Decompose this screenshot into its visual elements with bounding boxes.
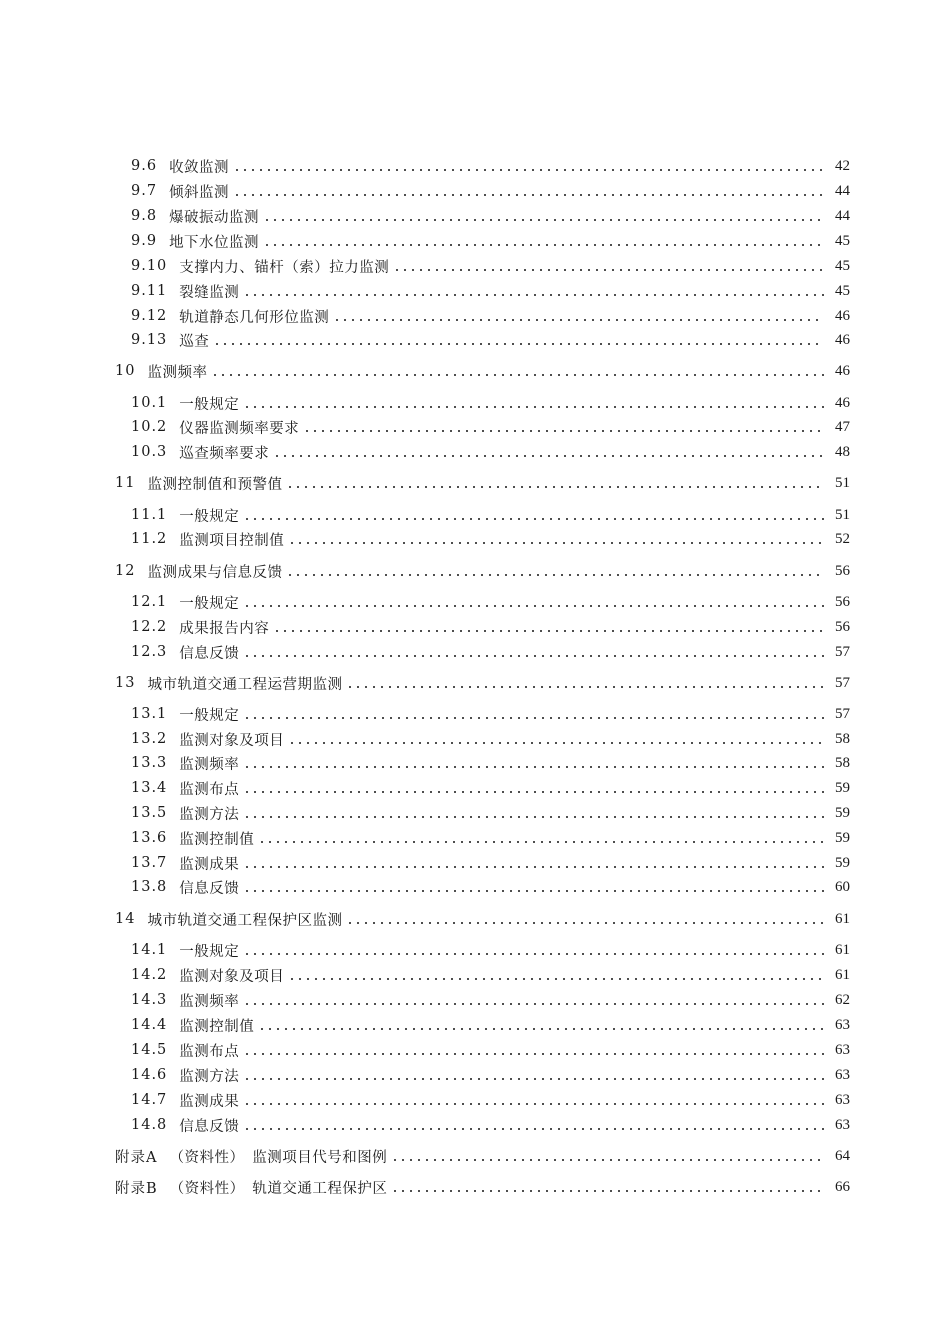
- toc-entry-page: 63: [835, 1041, 850, 1058]
- toc-entry-title: 支撑内力、锚杆（索）拉力监测: [179, 259, 390, 276]
- toc-entry-title: 一般规定: [179, 707, 240, 724]
- toc-entry-title: 一般规定: [179, 508, 240, 525]
- dot-leader: [286, 486, 824, 488]
- dot-leader: [243, 655, 824, 657]
- dot-leader: [243, 518, 824, 520]
- toc-entry-title: 监测频率: [147, 364, 208, 381]
- toc-entry-title: 巡查频率要求: [179, 445, 270, 462]
- toc-entry[interactable]: [115, 1176, 850, 1198]
- toc-entry[interactable]: [131, 802, 850, 824]
- toc-entry-page: 63: [835, 1091, 850, 1108]
- toc-entry-title: 监测对象及项目: [179, 732, 285, 749]
- toc-entry-page: 64: [835, 1147, 850, 1164]
- toc-entry-number: 13.3: [131, 755, 168, 771]
- toc-entry-page: 62: [835, 991, 850, 1008]
- toc-entry[interactable]: [131, 1039, 850, 1061]
- dot-leader: [391, 1159, 824, 1161]
- toc-entry-page: 44: [835, 207, 850, 224]
- toc-entry-page: 46: [835, 394, 850, 411]
- toc-entry-title: 信息反馈: [179, 645, 240, 662]
- toc-entry[interactable]: [115, 472, 850, 494]
- dot-leader: [243, 953, 824, 955]
- toc-entry-page: 59: [835, 779, 850, 796]
- toc-entry-page: 46: [835, 331, 850, 348]
- toc-entry-number: 9.10: [131, 258, 168, 274]
- toc-entry-page: 45: [835, 232, 850, 249]
- toc-entry-page: 61: [835, 966, 850, 983]
- dot-leader: [243, 1003, 824, 1005]
- dot-leader: [391, 1190, 824, 1192]
- toc-entry[interactable]: [131, 504, 850, 526]
- toc-entry-title: 监测频率: [179, 993, 240, 1010]
- toc-entry-page: 57: [835, 705, 850, 722]
- toc-entry-number: 13.6: [131, 830, 168, 846]
- toc-entry-number: 13.4: [131, 780, 168, 796]
- toc-entry-number: 13: [115, 675, 136, 691]
- dot-leader: [333, 319, 824, 321]
- toc-entry-number: 9.12: [131, 308, 168, 324]
- toc-entry-number: 9.7: [131, 183, 158, 199]
- toc-entry-number: 13.5: [131, 805, 168, 821]
- toc-entry-number: 附录A: [115, 1149, 158, 1166]
- toc-entry-page: 56: [835, 618, 850, 635]
- toc-entry-page: 63: [835, 1116, 850, 1133]
- toc-entry-title: 收敛监测: [169, 159, 230, 176]
- dot-leader: [288, 542, 824, 544]
- dot-leader: [243, 406, 824, 408]
- toc-entry-number: 14.4: [131, 1017, 168, 1033]
- toc-entry-number: 9.9: [131, 233, 158, 249]
- dot-leader: [243, 766, 824, 768]
- toc-entry-page: 44: [835, 182, 850, 199]
- toc-entry-page: 47: [835, 418, 850, 435]
- toc-entry-title: 倾斜监测: [169, 184, 230, 201]
- toc-entry-number: 10.1: [131, 395, 168, 411]
- toc-entry[interactable]: [131, 1114, 850, 1136]
- toc-entry[interactable]: [115, 1145, 850, 1167]
- dot-leader: [286, 574, 824, 576]
- toc-entry-page: 59: [835, 854, 850, 871]
- toc-entry-number: 10.2: [131, 419, 168, 435]
- toc-entry[interactable]: [131, 852, 850, 874]
- toc-entry-number: 12.1: [131, 594, 168, 610]
- toc-entry-title: 监测控制值: [179, 1018, 255, 1035]
- toc-entry[interactable]: [131, 155, 850, 177]
- toc-entry-number: 14.7: [131, 1092, 168, 1108]
- dot-leader: [243, 1103, 824, 1105]
- toc-entry-number: 9.11: [131, 283, 168, 299]
- toc-entry[interactable]: [131, 305, 850, 327]
- dot-leader: [243, 1053, 824, 1055]
- toc-entry-number: 11.2: [131, 531, 168, 547]
- toc-entry-title: 信息反馈: [179, 1118, 240, 1135]
- toc-entry-page: 51: [835, 506, 850, 523]
- dot-leader: [263, 219, 824, 221]
- toc-entry-title: 一般规定: [179, 595, 240, 612]
- toc-entry[interactable]: [131, 989, 850, 1011]
- dot-leader: [303, 430, 824, 432]
- dot-leader: [273, 630, 824, 632]
- toc-entry[interactable]: [131, 703, 850, 725]
- toc-entry-title: 爆破振动监测: [169, 209, 260, 226]
- toc-entry[interactable]: [131, 280, 850, 302]
- toc-entry[interactable]: [131, 441, 850, 463]
- toc-entry-title: 监测对象及项目: [179, 968, 285, 985]
- toc-entry[interactable]: [131, 392, 850, 414]
- toc-entry-title: 监测布点: [179, 781, 240, 798]
- toc-entry-number: 14.1: [131, 942, 168, 958]
- dot-leader: [263, 244, 824, 246]
- dot-leader: [243, 717, 824, 719]
- dot-leader: [243, 1128, 824, 1130]
- toc-entry-number: 12.2: [131, 619, 168, 635]
- dot-leader: [273, 455, 824, 457]
- toc-entry[interactable]: [131, 752, 850, 774]
- toc-entry-number: 13.1: [131, 706, 168, 722]
- toc-entry-title: 监测控制值和预警值: [147, 476, 283, 493]
- toc-entry[interactable]: [131, 180, 850, 202]
- toc-entry[interactable]: [115, 908, 850, 930]
- toc-entry[interactable]: [131, 329, 850, 351]
- toc-entry-page: 58: [835, 754, 850, 771]
- toc-entry[interactable]: [131, 1064, 850, 1086]
- toc-entry[interactable]: [131, 777, 850, 799]
- toc-entry-number: 13.8: [131, 879, 168, 895]
- toc-entry-title: 裂缝监测: [179, 284, 240, 301]
- toc-entry-page: 60: [835, 878, 850, 895]
- toc-entry-title: 监测成果与信息反馈: [147, 564, 283, 581]
- toc-entry-number: 11.1: [131, 507, 168, 523]
- toc-entry-title: 一般规定: [179, 943, 240, 960]
- dot-leader: [288, 742, 824, 744]
- toc-entry[interactable]: [131, 827, 850, 849]
- toc-entry[interactable]: [131, 641, 850, 663]
- toc-entry-number: 11: [115, 475, 136, 491]
- dot-leader: [243, 605, 824, 607]
- toc-entry-number: 9.6: [131, 158, 158, 174]
- toc-entry-page: 61: [835, 910, 850, 927]
- toc-entry-page: 63: [835, 1066, 850, 1083]
- dot-leader: [243, 1078, 824, 1080]
- toc-entry-title: 监测成果: [179, 1093, 240, 1110]
- toc-entry-page: 57: [835, 643, 850, 660]
- toc-entry[interactable]: [115, 672, 850, 694]
- toc-entry-page: 52: [835, 530, 850, 547]
- toc-entry-number: 附录B: [115, 1180, 158, 1197]
- toc-entry-title: 监测方法: [179, 1068, 240, 1085]
- dot-leader: [243, 890, 824, 892]
- dot-leader: [346, 922, 824, 924]
- toc-entry-title: 监测成果: [179, 856, 240, 873]
- toc-entry-page: 48: [835, 443, 850, 460]
- toc-entry[interactable]: [131, 528, 850, 550]
- toc-entry-title: 城市轨道交通工程保护区监测: [147, 912, 343, 929]
- toc-entry-page: 46: [835, 307, 850, 324]
- toc-entry-page: 42: [835, 157, 850, 174]
- dot-leader: [233, 194, 824, 196]
- toc-entry[interactable]: [131, 1014, 850, 1036]
- toc-entry-title: 成果报告内容: [179, 620, 270, 637]
- toc-entry-page: 66: [835, 1178, 850, 1195]
- toc-entry-title: 城市轨道交通工程运营期监测: [147, 676, 343, 693]
- toc-entry-number: 9.13: [131, 332, 168, 348]
- toc-entry-number: 10.3: [131, 444, 168, 460]
- toc-entry-title: 监测方法: [179, 806, 240, 823]
- toc-entry[interactable]: [131, 964, 850, 986]
- toc-entry[interactable]: [131, 876, 850, 898]
- toc-entry-number: 14.3: [131, 992, 168, 1008]
- toc-entry[interactable]: [131, 728, 850, 750]
- toc-entry-page: 61: [835, 941, 850, 958]
- dot-leader: [258, 1028, 824, 1030]
- toc-entry-page: 46: [835, 362, 850, 379]
- toc-entry[interactable]: [131, 616, 850, 638]
- toc-entry-title: 仪器监测频率要求: [179, 420, 300, 437]
- toc-entry-page: 59: [835, 829, 850, 846]
- toc-entry-number: 13.7: [131, 855, 168, 871]
- toc-entry[interactable]: [131, 255, 850, 277]
- toc-entry-page: 51: [835, 474, 850, 491]
- toc-entry[interactable]: [131, 205, 850, 227]
- toc-entry-number: 12: [115, 563, 136, 579]
- toc-entry-number: 9.8: [131, 208, 158, 224]
- toc-entry-number: 10: [115, 363, 136, 379]
- dot-leader: [213, 343, 824, 345]
- toc-entry-page: 59: [835, 804, 850, 821]
- dot-leader: [243, 866, 824, 868]
- toc-entry[interactable]: [131, 1089, 850, 1111]
- toc-entry-title: 监测频率: [179, 756, 240, 773]
- toc-entry[interactable]: [131, 416, 850, 438]
- toc-entry-page: 63: [835, 1016, 850, 1033]
- toc-entry[interactable]: [131, 591, 850, 613]
- toc-entry-page: 56: [835, 562, 850, 579]
- toc-entry-number: 14.6: [131, 1067, 168, 1083]
- dot-leader: [288, 978, 824, 980]
- toc-entry-number: 14: [115, 911, 136, 927]
- toc-entry-page: 57: [835, 674, 850, 691]
- toc-entry-title: 巡查: [179, 333, 210, 350]
- toc-entry-title: 监测布点: [179, 1043, 240, 1060]
- dot-leader: [243, 816, 824, 818]
- dot-leader: [393, 269, 824, 271]
- toc-entry-page: 45: [835, 257, 850, 274]
- toc-entry-page: 45: [835, 282, 850, 299]
- toc-entry-title: 一般规定: [179, 396, 240, 413]
- dot-leader: [233, 169, 824, 171]
- toc-entry-title: 监测控制值: [179, 831, 255, 848]
- toc-entry-number: 14.5: [131, 1042, 168, 1058]
- toc-entry[interactable]: [131, 230, 850, 252]
- toc-entry-title: 地下水位监测: [169, 234, 260, 251]
- dot-leader: [258, 841, 824, 843]
- toc-entry-number: 13.2: [131, 731, 168, 747]
- toc-entry[interactable]: [115, 560, 850, 582]
- toc-entry-page: 56: [835, 593, 850, 610]
- dot-leader: [211, 374, 824, 376]
- dot-leader: [243, 294, 824, 296]
- toc-entry[interactable]: [115, 360, 850, 382]
- toc-entry-title: 轨道静态几何形位监测: [179, 309, 330, 326]
- toc-entry[interactable]: [131, 939, 850, 961]
- dot-leader: [346, 686, 824, 688]
- toc-entry-title: （资料性） 监测项目代号和图例: [169, 1149, 388, 1166]
- toc-entry-title: 监测项目控制值: [179, 532, 285, 549]
- toc-entry-number: 14.8: [131, 1117, 168, 1133]
- toc-entry-page: 58: [835, 730, 850, 747]
- toc-entry-title: （资料性） 轨道交通工程保护区: [169, 1180, 388, 1197]
- toc-entry-number: 12.3: [131, 644, 168, 660]
- dot-leader: [243, 791, 824, 793]
- toc-entry-title: 信息反馈: [179, 880, 240, 897]
- toc-entry-number: 14.2: [131, 967, 168, 983]
